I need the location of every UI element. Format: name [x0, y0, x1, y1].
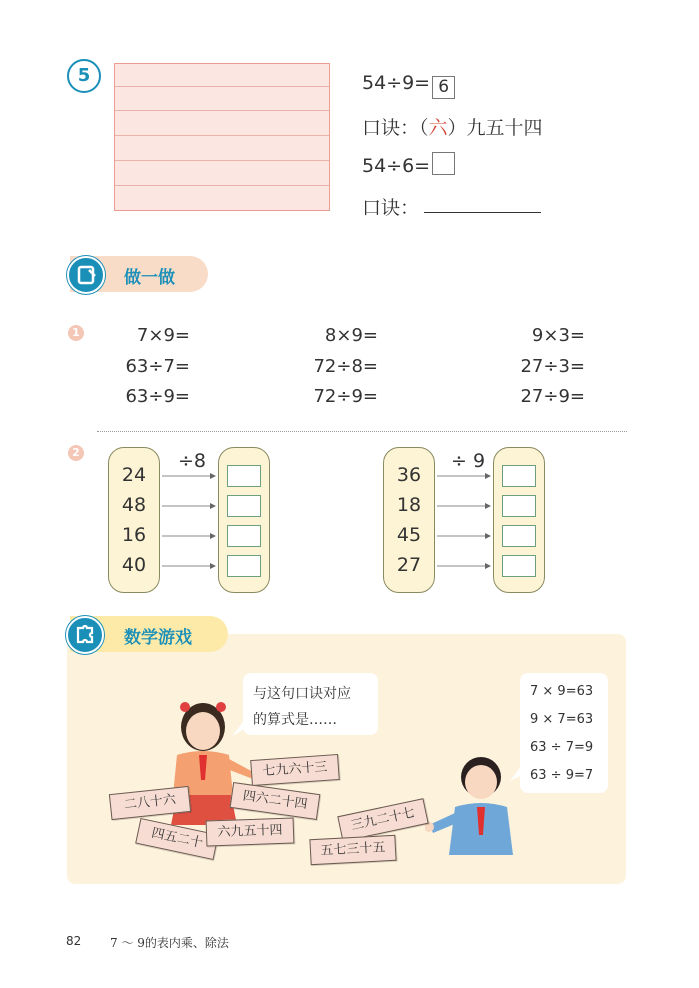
answer-box[interactable] — [227, 495, 261, 517]
answer-box-empty[interactable] — [432, 152, 455, 175]
bubble-line: 63 ÷ 7=9 — [530, 740, 594, 755]
answer-box[interactable] — [502, 525, 536, 547]
input-number: 36 — [396, 464, 422, 486]
problem-number-5: 5 — [67, 59, 101, 93]
puzzle-icon — [66, 616, 104, 654]
bubble-line: 7 × 9=63 — [530, 684, 594, 699]
input-number: 27 — [396, 554, 422, 576]
koujue-fill: 六 — [428, 117, 448, 139]
girl-illustration — [155, 695, 265, 835]
koujue-line-2: 口诀： — [362, 197, 420, 219]
input-number: 24 — [121, 464, 147, 486]
writing-grid — [114, 63, 330, 211]
operator-label: ÷ 9 — [451, 450, 486, 472]
mapping-group-div8 — [108, 447, 278, 593]
operator-label: ÷8 — [178, 450, 207, 472]
exercise-number-1: 1 — [68, 325, 84, 341]
calc-col2-row3: 72÷9= — [313, 386, 378, 407]
card[interactable]: 六九五十四 — [206, 817, 295, 846]
equation-54-div-9: 54÷9= 6 — [362, 72, 455, 99]
koujue-line-1: 口诀：（六）九五十四 — [362, 117, 543, 139]
card[interactable]: 四六二十四 — [230, 782, 321, 820]
answer-box[interactable] — [227, 465, 261, 487]
calc-col1-row1: 7×9= — [136, 325, 190, 346]
calc-col2-row1: 8×9= — [324, 325, 378, 346]
exercise-number-2: 2 — [68, 445, 84, 461]
pencil-icon — [67, 256, 105, 294]
calc-col1-row2: 63÷7= — [125, 356, 190, 377]
answer-box[interactable] — [502, 555, 536, 577]
chapter-title: 7 ～ 9的表内乘、除法 — [110, 936, 229, 950]
input-number: 40 — [121, 554, 147, 576]
answer-box[interactable] — [227, 555, 261, 577]
page-number: 82 — [66, 934, 82, 948]
card[interactable]: 七九六十三 — [250, 754, 340, 786]
arrows — [160, 447, 220, 593]
bubble-line: 63 ÷ 9=7 — [530, 768, 594, 783]
card[interactable]: 四五二十 — [135, 818, 219, 860]
boy-speech-bubble — [520, 673, 608, 793]
zuoyizuo-title: 做一做 — [124, 268, 175, 288]
bubble-line: 9 × 7=63 — [530, 712, 594, 727]
bubble-line: 与这句口诀对应 — [253, 686, 351, 702]
answer-box[interactable] — [502, 495, 536, 517]
arrows — [435, 447, 495, 593]
mapping-group-div9 — [383, 447, 553, 593]
calc-col3-row1: 9×3= — [531, 325, 585, 346]
answer-box-filled: 6 — [432, 76, 455, 99]
game-title: 数学游戏 — [124, 628, 192, 648]
calc-col3-row3: 27÷9= — [520, 386, 585, 407]
answer-box[interactable] — [227, 525, 261, 547]
bubble-line: 的算式是…… — [253, 712, 337, 728]
card[interactable]: 五七三十五 — [309, 835, 396, 865]
koujue-blank-line[interactable] — [424, 212, 541, 213]
input-number: 16 — [121, 524, 147, 546]
dotted-divider — [97, 431, 627, 432]
answer-box[interactable] — [502, 465, 536, 487]
input-number: 45 — [396, 524, 422, 546]
calc-col1-row3: 63÷9= — [125, 386, 190, 407]
calc-col2-row2: 72÷8= — [313, 356, 378, 377]
calc-col3-row2: 27÷3= — [520, 356, 585, 377]
equation-54-div-6: 54÷6= — [362, 152, 455, 177]
card[interactable]: 三九二十七 — [337, 798, 428, 842]
card[interactable]: 二八十六 — [109, 786, 191, 820]
boy-illustration — [425, 755, 525, 860]
input-number: 48 — [121, 494, 147, 516]
input-number: 18 — [396, 494, 422, 516]
